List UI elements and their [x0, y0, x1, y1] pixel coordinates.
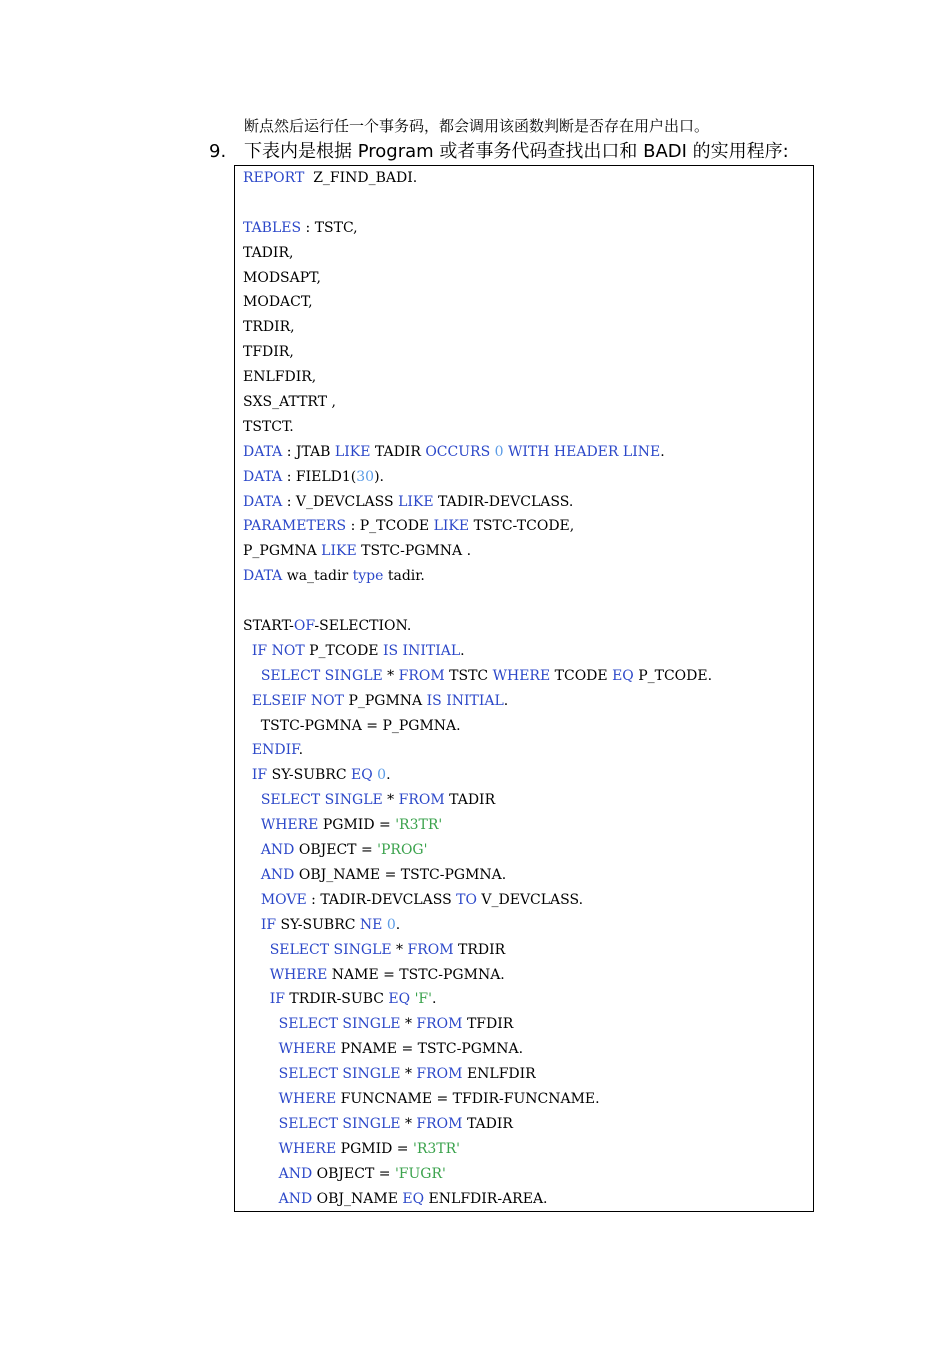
code-line: [243, 514, 712, 539]
code-keyword: DATA: [243, 468, 283, 485]
code-text: SXS_ATTRT ,: [243, 394, 336, 411]
code-string: 'FUGR': [394, 1165, 446, 1182]
code-keyword: ELSEIF NOT: [251, 692, 344, 709]
code-text: [243, 1091, 279, 1107]
code-text: SY-SUBRC: [267, 767, 352, 784]
code-text: [243, 1166, 279, 1182]
code-keyword: SELECT SINGLE: [278, 1016, 401, 1033]
code-keyword: LIKE: [321, 543, 357, 560]
code-line: [243, 1012, 712, 1037]
code-text: [243, 1041, 279, 1057]
code-text: [243, 643, 252, 659]
code-keyword: WITH HEADER LINE: [508, 443, 661, 460]
code-text: .: [298, 742, 304, 759]
code-keyword: IS INITIAL: [382, 642, 461, 659]
code-text: V_DEVCLASS.: [476, 891, 584, 908]
code-line: [243, 1137, 712, 1162]
code-text: ENLFDIR,: [243, 369, 317, 386]
code-keyword: IF: [269, 991, 285, 1008]
code-keyword: TO: [456, 891, 477, 908]
code-text: [243, 892, 261, 908]
code-keyword: EQ: [402, 1190, 425, 1207]
code-keyword: DATA: [243, 493, 283, 510]
code-listing-box: [234, 165, 814, 1212]
code-line: [243, 1037, 712, 1062]
code-text: TADIR-DEVCLASS.: [433, 493, 574, 510]
code-text: [243, 1191, 279, 1207]
code-keyword: SELECT SINGLE: [269, 941, 392, 958]
code-text: P_TCODE: [304, 642, 383, 659]
code-keyword: FROM: [398, 667, 445, 684]
code-text: [243, 668, 261, 684]
code-text: *: [400, 1066, 417, 1083]
code-text: OBJ_NAME = TSTC-PGMNA.: [294, 866, 507, 883]
code-line: [243, 639, 712, 664]
code-text: [243, 792, 261, 808]
code-text: OBJECT =: [312, 1165, 395, 1182]
code-keyword: IF NOT: [251, 642, 305, 659]
code-text: .: [660, 443, 665, 460]
code-text: PGMID =: [336, 1140, 413, 1157]
code-text: wa_tadir: [282, 568, 353, 585]
code-text: *: [382, 792, 399, 809]
code-line: [243, 290, 712, 315]
code-text: TFDIR: [462, 1016, 514, 1033]
code-text: P_TCODE.: [633, 667, 713, 684]
code-text: .: [503, 692, 509, 709]
code-text: .: [395, 916, 401, 933]
code-line: [243, 191, 712, 216]
list-item-heading: 下表内是根据 Program 或者事务代码查找出口和 BADI 的实用程序:: [244, 141, 789, 162]
code-text: *: [400, 1115, 417, 1132]
code-keyword: EQ: [612, 667, 634, 684]
code-line: [243, 340, 712, 365]
code-keyword: WHERE: [278, 1140, 337, 1157]
code-text: [243, 1116, 279, 1132]
code-text: TFDIR,: [243, 344, 294, 361]
code-keyword: FROM: [416, 1016, 463, 1033]
code-line: [243, 838, 712, 863]
code-text: [243, 742, 252, 758]
code-line: [243, 1087, 712, 1112]
code-number: 0: [494, 443, 504, 460]
code-text: TSTC-PGMNA .: [356, 543, 472, 560]
code-line: [243, 863, 712, 888]
code-text: NAME = TSTC-PGMNA.: [327, 966, 505, 983]
code-text: ENLFDIR: [462, 1066, 536, 1083]
code-text: [243, 967, 270, 983]
code-text: : TSTC,: [301, 219, 358, 236]
code-line: [243, 1162, 712, 1187]
list-item-number: 9.: [209, 141, 227, 162]
code-line: [243, 315, 712, 340]
code-text: ENLFDIR-AREA.: [424, 1190, 548, 1207]
code-keyword: EQ: [351, 767, 373, 784]
code-line: [243, 763, 712, 788]
code-line: [243, 689, 712, 714]
code-text: : JTAB: [282, 443, 335, 460]
code-line: [243, 216, 712, 241]
code-text: .: [432, 991, 437, 1008]
code-text: tadir.: [383, 568, 425, 585]
code-keyword: FROM: [416, 1115, 463, 1132]
code-text: [243, 991, 270, 1007]
code-keyword: WHERE: [278, 1041, 337, 1058]
code-keyword: DATA: [243, 443, 283, 460]
code-keyword: type: [352, 568, 384, 585]
code-keyword: AND: [278, 1165, 313, 1182]
code-line: [243, 490, 712, 515]
code-text: TADIR: [370, 443, 426, 460]
code-text: TRDIR-SUBC: [284, 991, 389, 1008]
code-number: 0: [377, 767, 387, 784]
code-text: .: [386, 767, 391, 784]
code-keyword: FROM: [407, 941, 454, 958]
code-text: TRDIR: [453, 941, 506, 958]
code-text: OBJ_NAME: [312, 1190, 403, 1207]
code-text: [243, 942, 270, 958]
code-string: 'F': [414, 991, 432, 1008]
code-keyword: MOVE: [260, 891, 307, 908]
code-text: TADIR: [462, 1115, 513, 1132]
code-text: *: [391, 941, 408, 958]
code-line: [243, 813, 712, 838]
code-text: : P_TCODE: [346, 518, 434, 535]
code-keyword: AND: [278, 1190, 313, 1207]
code-line: [243, 465, 712, 490]
code-line: [243, 564, 712, 589]
code-text: TSTCT.: [243, 418, 294, 435]
code-text: OBJECT =: [294, 842, 378, 859]
code-line: [243, 241, 712, 266]
code-text: PGMID =: [318, 817, 396, 834]
code-text: *: [382, 667, 399, 684]
code-keyword: NE: [359, 916, 383, 933]
code-number: 0: [386, 916, 396, 933]
code-keyword: PARAMETERS: [243, 518, 347, 535]
code-text: TSTC-TCODE,: [469, 518, 575, 535]
code-keyword: WHERE: [260, 817, 319, 834]
code-text: [243, 1066, 279, 1082]
code-keyword: EQ: [388, 991, 411, 1008]
code-keyword: WHERE: [269, 966, 328, 983]
code-keyword: WHERE: [278, 1090, 337, 1107]
code-line: [243, 1112, 712, 1137]
code-keyword: FROM: [416, 1066, 463, 1083]
code-line: [243, 788, 712, 813]
code-text: TCODE: [550, 667, 613, 684]
code-keyword: SELECT SINGLE: [278, 1066, 401, 1083]
code-text: ).: [374, 468, 384, 485]
code-keyword: IF: [251, 767, 268, 784]
code-keyword: OCCURS: [425, 443, 491, 460]
code-string: 'R3TR': [412, 1140, 461, 1157]
code-text: [243, 693, 252, 709]
code-text: START-: [243, 618, 294, 635]
code-keyword: AND: [260, 866, 295, 883]
code-keyword: IF: [260, 916, 277, 933]
code-line: [243, 714, 712, 739]
code-text: [243, 1016, 279, 1032]
code-keyword: LIKE: [334, 443, 371, 460]
code-line: [243, 440, 712, 465]
code-keyword: OF: [293, 618, 315, 635]
code-line: [243, 987, 712, 1012]
code-number: 30: [356, 468, 375, 485]
code-line: [243, 415, 712, 440]
intro-paragraph: 断点然后运行任一个事务码，都会调用该函数判断是否存在用户出口。: [244, 117, 710, 135]
code-keyword: REPORT: [243, 170, 305, 186]
code-text: TADIR: [444, 792, 496, 809]
code-text: TSTC: [444, 667, 493, 684]
code-keyword: ENDIF: [251, 742, 299, 759]
code-text: .: [460, 642, 465, 659]
code-text: Z_FIND_BADI.: [304, 170, 418, 186]
code-text: TSTC-PGMNA = P_PGMNA.: [243, 717, 461, 734]
code-line: [243, 1187, 712, 1212]
code-line: [243, 1062, 712, 1087]
code-keyword: FROM: [398, 792, 445, 809]
code-line: [243, 913, 712, 938]
code-keyword: WHERE: [492, 667, 551, 684]
code-text: MODSAPT,: [243, 269, 321, 286]
code-line: [243, 390, 712, 415]
code-keyword: SELECT SINGLE: [260, 667, 383, 684]
code-text: MODACT,: [243, 294, 313, 311]
code-line: [243, 365, 712, 390]
code-text: [243, 817, 261, 833]
code-keyword: IS INITIAL: [426, 692, 504, 709]
code-line: [243, 888, 712, 913]
code-string: 'PROG': [377, 842, 428, 859]
code-text: -SELECTION.: [314, 618, 412, 635]
code-text: [243, 917, 261, 933]
code-listing: [243, 166, 712, 1211]
code-line: [243, 589, 712, 614]
code-line: [243, 938, 712, 963]
code-text: SY-SUBRC: [276, 916, 360, 933]
code-text: PNAME = TSTC-PGMNA.: [336, 1041, 524, 1058]
code-text: : V_DEVCLASS: [282, 493, 399, 510]
code-text: *: [400, 1016, 417, 1033]
code-text: P_PGMNA: [243, 543, 322, 560]
code-keyword: SELECT SINGLE: [278, 1115, 401, 1132]
code-line: [243, 738, 712, 763]
code-text: P_PGMNA: [344, 692, 427, 709]
code-keyword: AND: [260, 842, 295, 859]
code-text: TRDIR,: [243, 319, 295, 336]
code-keyword: TABLES: [243, 219, 302, 236]
code-text: : TADIR-DEVCLASS: [306, 891, 457, 908]
code-text: [243, 767, 252, 783]
code-string: 'R3TR': [395, 817, 443, 834]
code-text: [243, 867, 261, 883]
code-text: [243, 1141, 279, 1157]
code-keyword: LIKE: [398, 493, 434, 510]
code-line: [243, 266, 712, 291]
code-keyword: LIKE: [433, 518, 470, 535]
code-line: [243, 664, 712, 689]
code-text: TADIR,: [243, 244, 294, 261]
code-line: [243, 539, 712, 564]
code-line: [243, 614, 712, 639]
code-text: [243, 842, 261, 858]
code-text: FUNCNAME = TFDIR-FUNCNAME.: [336, 1090, 600, 1107]
code-keyword: DATA: [243, 568, 283, 585]
code-keyword: SELECT SINGLE: [260, 792, 383, 809]
code-line: [243, 963, 712, 988]
code-text: : FIELD1(: [282, 468, 357, 485]
code-line: [243, 166, 712, 191]
